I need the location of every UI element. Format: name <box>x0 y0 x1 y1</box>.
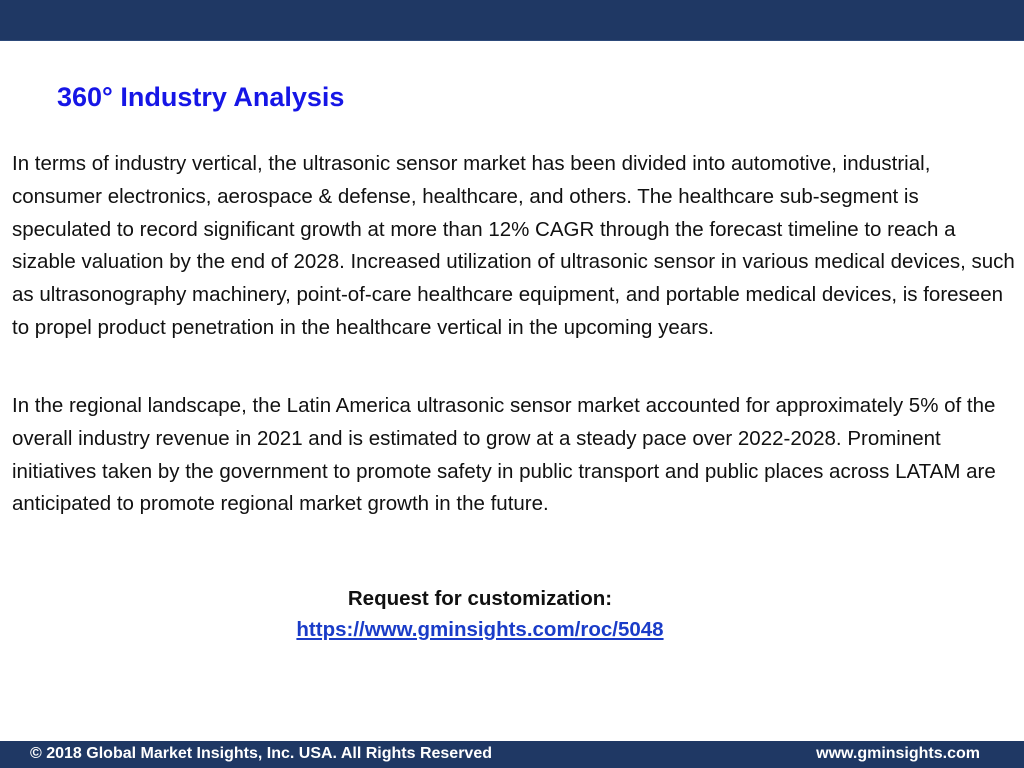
slide-title: 360° Industry Analysis <box>57 82 345 112</box>
header-bar <box>0 0 1024 41</box>
customization-link[interactable]: https://www.gminsights.com/roc/5048 <box>296 618 664 641</box>
footer-copyright: © 2018 Global Market Insights, Inc. USA. All Rights Reserved <box>30 745 492 762</box>
footer-website-link[interactable]: www.gminsights.com <box>816 745 980 762</box>
paragraph-industry-vertical: In terms of industry vertical, the ultrasonic sensor market has been divided into automotive, industrial, consumer electronics, aerospace & defense, healthcare, and others. The healthcare sub-segment is speculated to record significant growth at more than 12% CAGR through the forecast timeline to reach a sizable valuation by the end of 2028. Increased utilization of ultrasonic sensor in various medical devices, such as ultrasonography machinery, point-of-care healthcare equipment, and portable medical devices, is foreseen to propel product penetration in the healthcare vertical in the upcoming years. <box>12 152 1015 339</box>
footer-bar <box>0 741 1024 768</box>
customization-label: Request for customization: <box>347 587 613 610</box>
paragraph-regional-landscape: In the regional landscape, the Latin America ultrasonic sensor market accounted for approximately 5% of the overall industry revenue in 2021 and is estimated to grow at a steady pace over 2022-2028. Prominent initiatives taken by the government to promote safety in public transport and public places across LATAM are anticipated to promote regional market growth in the future. <box>12 394 996 516</box>
